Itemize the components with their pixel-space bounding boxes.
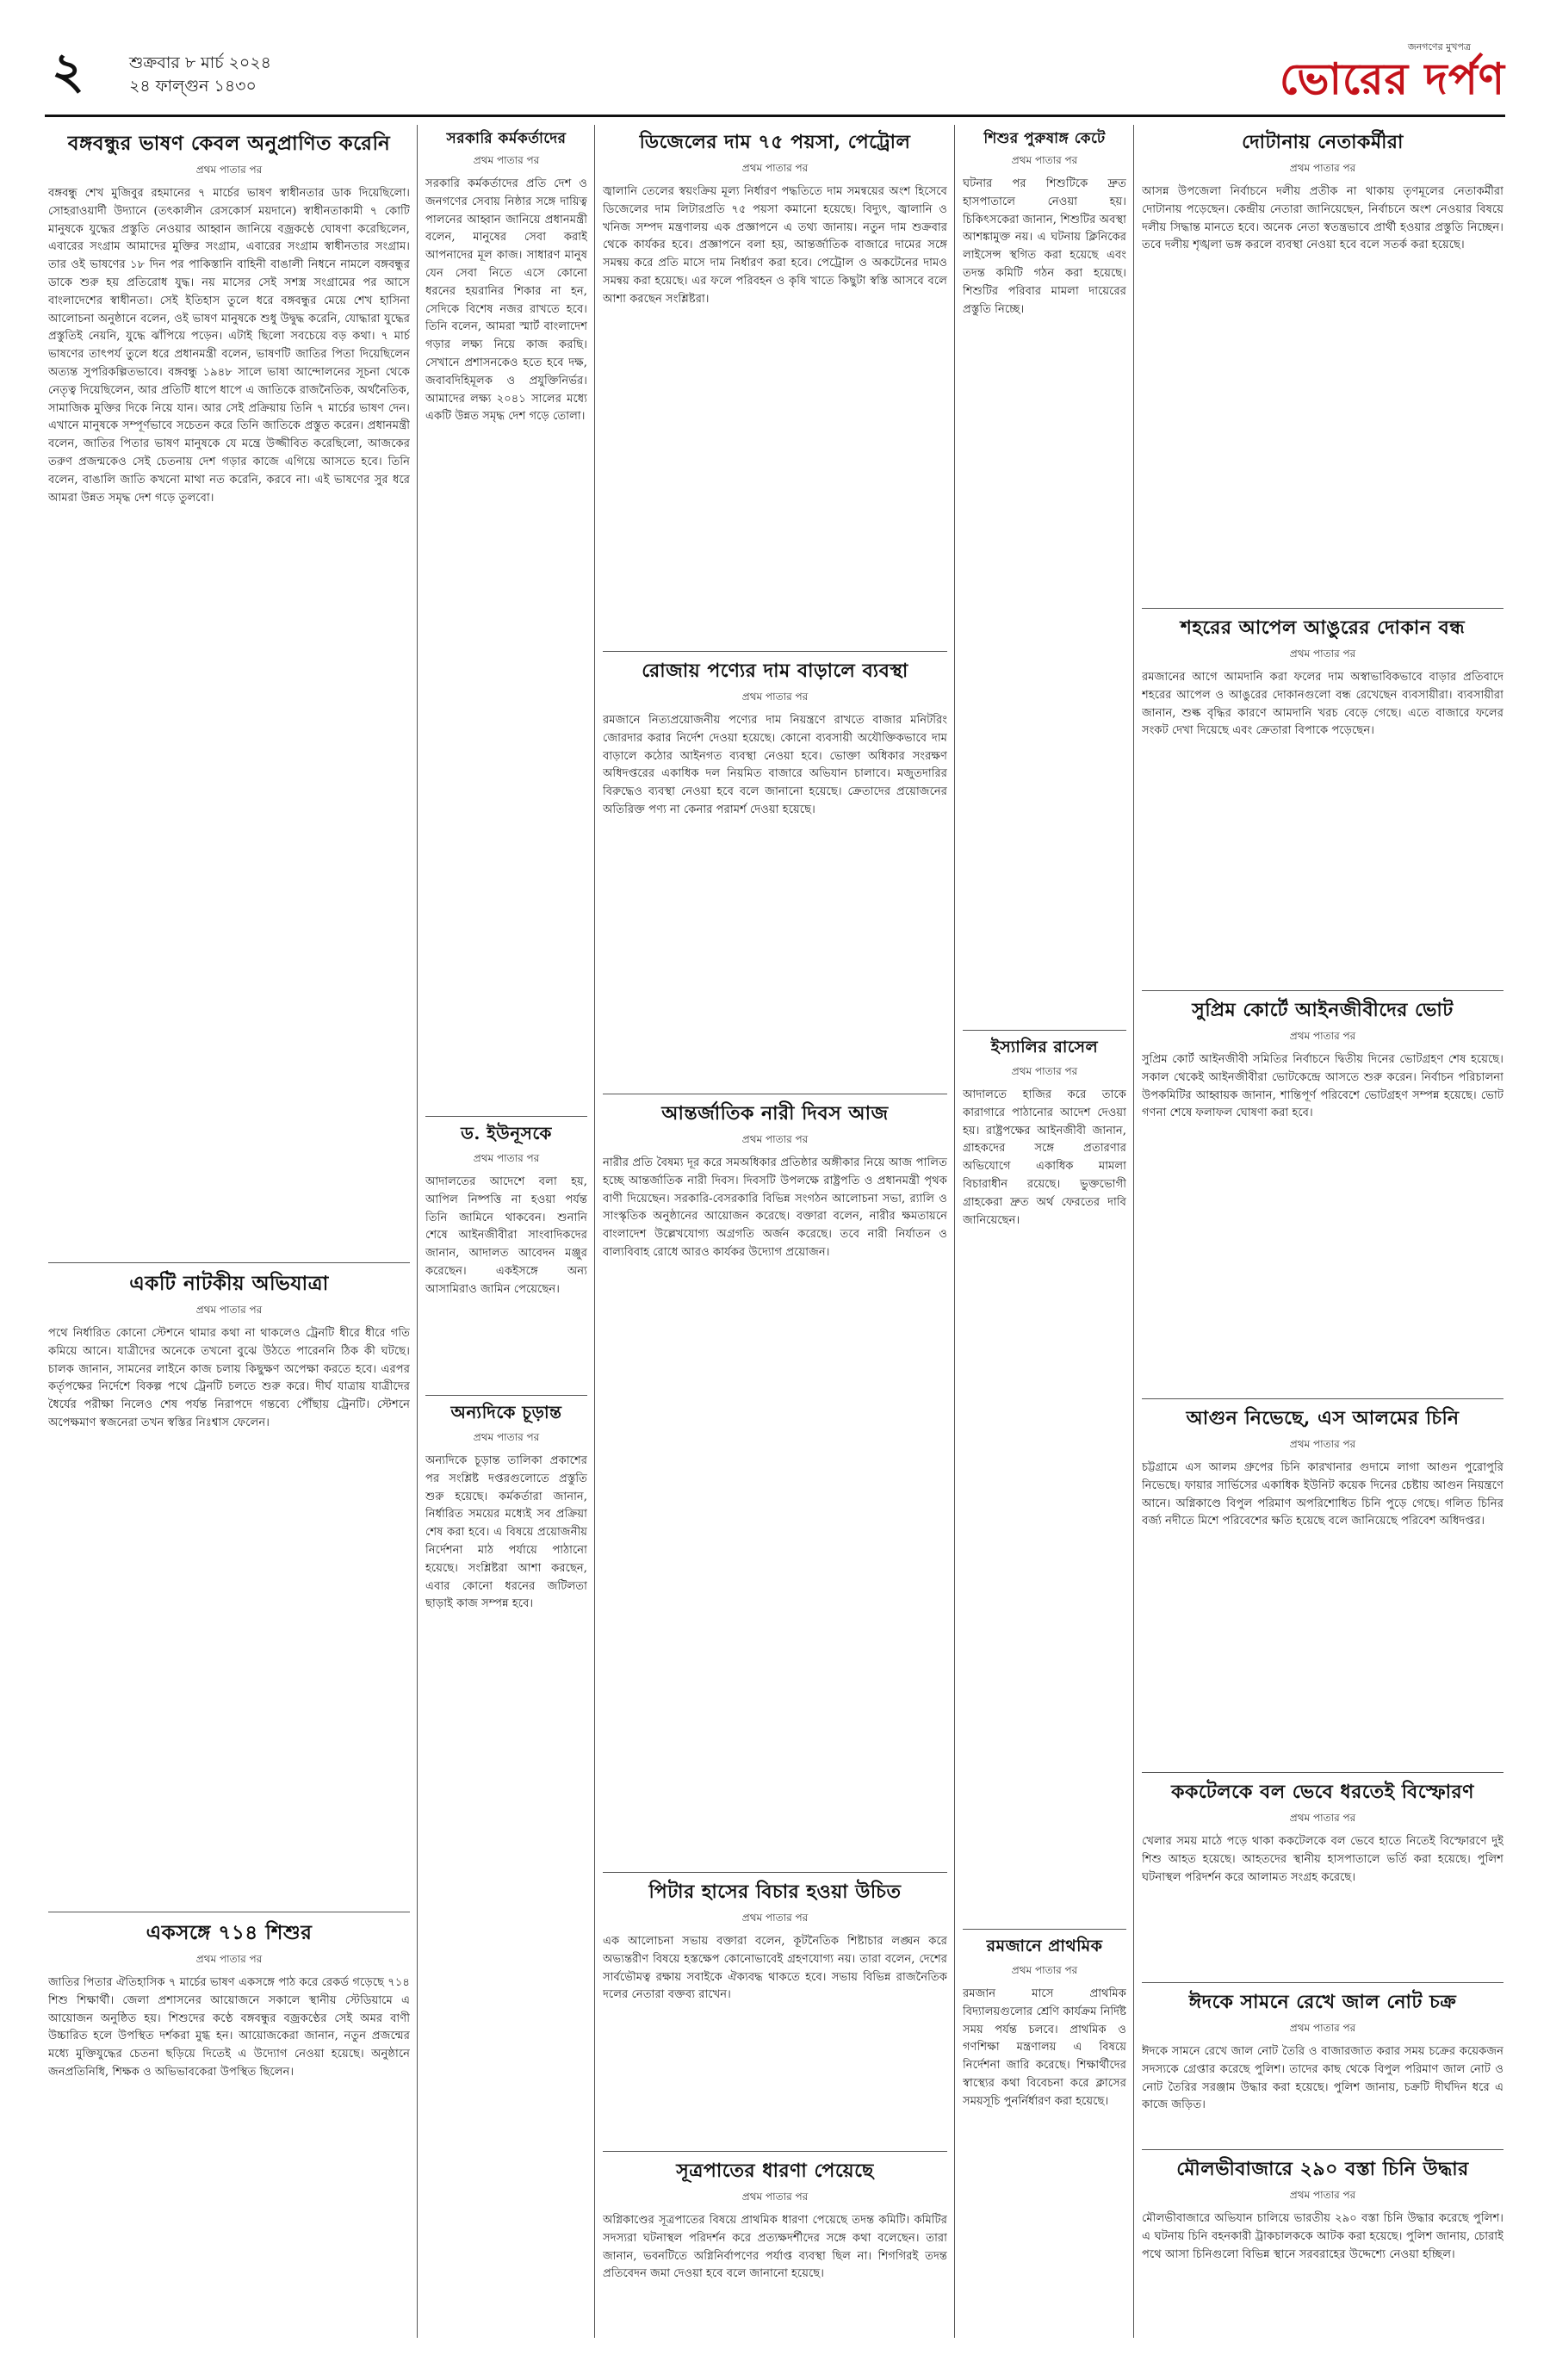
article-body: রমজানে নিত্যপ্রয়োজনীয় পণ্যের দাম নিয়ন্ত্রণে রাখতে বাজার মনিটরিং জোরদার করার নির্দেশ দেওয়া হয়েছে। কোনো ব্যবসায়ী অযৌক্তিকভাবে দাম বাড়ালে কঠোর আইনগত ব্যবস্থা নেওয়া হবে। ভোক্তা অধিকার সংরক্ষণ অধিদপ্তরের একাধিক দল নিয়মিত বাজারে অভিযান চালাবে। মজুতদারির বিরুদ্ধেও ব্যবস্থা নেওয়া হবে বলে জানানো হয়েছে। ক্রেতাদের প্রয়োজনের অতিরিক্ত পণ্য না কেনার পরামর্শ দেওয়া হয়েছে। (603, 714, 947, 816)
article-body: আদালতের আদেশে বলা হয়, আপিল নিষ্পত্তি না হওয়া পর্যন্ত তিনি জামিনে থাকবেন। শুনানি শেষে আইনজীবীরা সাংবাদিকদের জানান, আদালত আবেদন মঞ্জুর করেছেন। একইসঙ্গে অন্য আসামিরাও জামিন পেয়েছেন। (425, 1175, 587, 1296)
article-antorjatik[interactable] (603, 1099, 947, 1865)
byline: প্রথম পাতার পর (1289, 1812, 1356, 1824)
byline: প্রথম পাতার পর (1011, 1065, 1078, 1077)
headline: ডিজেলের দাম ৭৫ পয়সা, পেট্রোল (639, 131, 911, 153)
column-divider (954, 125, 955, 2338)
article-sarkari[interactable] (425, 127, 587, 1109)
article-divider (963, 1929, 1126, 1930)
article-divider (603, 1872, 947, 1873)
date-bengali: ২৪ ফাল্গুন ১৪৩০ (129, 77, 257, 96)
byline: প্রথম পাতার পর (1011, 1964, 1078, 1976)
article-divider (1142, 1772, 1504, 1773)
article-pitar[interactable] (603, 1877, 947, 2144)
article-eid[interactable] (1142, 1987, 1504, 2142)
date-gregorian: শুক্রবার ৮ মার্চ ২০২৪ (129, 53, 271, 72)
article-moulvi[interactable] (1142, 2154, 1504, 2339)
byline: প্রথম পাতার পর (741, 1133, 809, 1145)
column-divider (1133, 125, 1134, 2338)
article-divider (1142, 608, 1504, 609)
article-body: ঈদকে সামনে রেখে জাল নোট তৈরি ও বাজারজাত করার সময় চক্রের কয়েকজন সদস্যকে গ্রেপ্তার করেছে পুলিশ। তাদের কাছ থেকে বিপুল পরিমাণ জাল নোট ও নোট তৈরির সরঞ্জাম উদ্ধার করা হয়েছে। পুলিশ জানায়, চক্রটি দীর্ঘদিন ধরে এ কাজে জড়িত। (1142, 2045, 1504, 2112)
byline: প্রথম পাতার পর (741, 2191, 809, 2203)
article-shohore[interactable] (1142, 613, 1504, 983)
byline: প্রথম পাতার পর (195, 1304, 263, 1316)
article-anyodike[interactable] (425, 1400, 587, 2339)
brand-logo[interactable] (1280, 40, 1505, 102)
article-body: চট্টগ্রামে এস আলম গ্রুপের চিনি কারখানার গুদামে লাগা আগুন পুরোপুরি নিভেছে। ফায়ার সার্ভিসের একাধিক ইউনিট কয়েক দিনের চেষ্টায় আগুন নিয়ন্ত্রণে আনে। অগ্নিকাণ্ডে বিপুল পরিমাণ অপরিশোধিত চিনি পুড়ে গেছে। গলিত চিনির বর্জ্য নদীতে মিশে পরিবেশের ক্ষতি হয়েছে বলে জানিয়েছে পরিবেশ অধিদপ্তর। (1142, 1461, 1504, 1528)
byline: প্রথম পাতার পর (1289, 2189, 1356, 2201)
headline: অন্যদিকে চূড়ান্ত (450, 1402, 562, 1422)
article-divider (425, 1395, 587, 1396)
byline: প্রথম পাতার পর (1289, 1030, 1356, 1042)
article-supreme[interactable] (1142, 995, 1504, 1391)
headline: সুপ্রিম কোর্টে আইনজীবীদের ভোট (1192, 999, 1454, 1021)
article-divider (603, 651, 947, 652)
headline: মৌলভীবাজারে ২৯০ বস্তা চিনি উদ্ধার (1176, 2158, 1469, 2180)
byline: প্রথম পাতার পর (195, 1953, 263, 1965)
article-ekosonge[interactable] (48, 1917, 410, 2339)
byline: প্রথম পাতার পর (1289, 162, 1356, 174)
article-dotanay[interactable] (1142, 127, 1504, 601)
article-body: অগ্নিকাণ্ডের সূত্রপাতের বিষয়ে প্রাথমিক ধারণা পেয়েছে তদন্ত কমিটি। কমিটির সদস্যরা ঘটনাস্থল পরিদর্শন করে প্রত্যক্ষদর্শীদের সঙ্গে কথা বলেছেন। তারা জানান, ভবনটিতে অগ্নিনির্বাপণের পর্যাপ্ত ব্যবস্থা ছিল না। শিগগিরই তদন্ত প্রতিবেদন জমা দেওয়া হবে বলে জানানো হয়েছে। (603, 2214, 947, 2281)
article-bangabandhu[interactable] (48, 127, 410, 1255)
article-divider (1142, 1982, 1504, 1983)
byline: প্রথম পাতার পর (1289, 1438, 1356, 1450)
article-body: এক আলোচনা সভায় বক্তারা বলেন, কূটনৈতিক শিষ্টাচার লঙ্ঘন করে অভ্যন্তরীণ বিষয়ে হস্তক্ষেপ কোনোভাবেই গ্রহণযোগ্য নয়। তারা বলেন, দেশের সার্বভৌমত্ব রক্ষায় সবাইকে ঐক্যবদ্ধ থাকতে হবে। সভায় বিভিন্ন রাজনৈতিক দলের নেতারা বক্তব্য রাখেন। (603, 1935, 947, 2002)
headline: সূত্রপাতের ধারণা পেয়েছে (676, 2160, 874, 2182)
article-israil[interactable] (963, 1035, 1126, 1922)
article-body: খেলার সময় মাঠে পড়ে থাকা ককটেলকে বল ভেবে হাতে নিতেই বিস্ফোরণে দুই শিশু আহত হয়েছে। আহতদের স্থানীয় হাসপাতালে ভর্তি করা হয়েছে। পুলিশ ঘটনাস্থল পরিদর্শন করে আলামত সংগ্রহ করেছে। (1142, 1835, 1504, 1884)
article-divider (48, 1262, 410, 1263)
headline: বঙ্গবন্ধুর ভাষণ কেবল অনুপ্রাণিত করেনি (67, 132, 391, 155)
article-agun[interactable] (1142, 1404, 1504, 1765)
page-number: ২ (52, 41, 84, 100)
byline: প্রথম পাতার পর (195, 164, 263, 176)
headline: একসঙ্গে ৭১৪ শিশুর (146, 1921, 313, 1944)
headline: ককটেলকে বল ভেবে ধরতেই বিস্ফোরণ (1171, 1781, 1474, 1803)
article-natok[interactable] (48, 1267, 410, 1905)
article-divider (425, 1116, 587, 1117)
headline: পিটার হাসের বিচার হওয়া উচিত (648, 1881, 902, 1903)
headline: সরকারি কর্মকর্তাদের (446, 130, 567, 147)
article-body: বঙ্গবন্ধু শেখ মুজিবুর রহমানের ৭ মার্চের ভাষণ স্বাধীনতার ডাক দিয়েছিলো। সোহরাওয়ার্দী উদ্যানে (তৎকালীন রেসকোর্স ময়দানে) স্বাধীনতাকামী ৭ কোটি মানুষকে যুদ্ধের প্রস্তুতি নেওয়ার আহ্বান জানিয়ে বজ্রকণ্ঠে ঘোষণা করেছিলেন, এবারের সংগ্রাম আমাদের মুক্তির সংগ্রাম, এবারের সংগ্রাম স্বাধীনতার সংগ্রাম। তার ওই ভাষণের ১৮ দিন পর পাকিস্তানি বাহিনী বাঙালী নিধনে নামলে বঙ্গবন্ধুর ডাকে শুরু হয় প্রতিরোধ যুদ্ধ। নয় মাসের সেই সশস্ত্র সংগ্রামের পর আসে বাংলাদেশের স্বাধীনতা। সেই ইতিহাস তুলে ধরে বঙ্গবন্ধুর মেয়ে শেখ হাসিনা আলোচনা অনুষ্ঠানে বলেন, ওই ভাষণ মানুষকে শুধু উদ্বুদ্ধ করেনি, যোদ্ধারা যুদ্ধের প্রস্তুতিই নেয়নি, যুদ্ধে ঝাঁপিয়ে পড়েন। এটাই ছিলো সবচেয়ে বড় কথা। ৭ মার্চ ভাষণের তাৎপর্য তুলে ধরে প্রধানমন্ত্রী বলেন, ভাষণটি জাতির পিতা দিয়েছিলেন অত্যন্ত সুপরিকল্পিতভাবে। বঙ্গবন্ধু ১৯৪৮ সালে ভাষা আন্দোলনের সূচনা থেকে নেতৃত্ব দিয়েছিলেন, আর প্রতিটি ধাপে ধাপে এ জাতিকে রাজনৈতিক, অর্থনৈতিক, সামাজিক মুক্তির দিকে নিয়ে যান। আর সেই প্রক্রিয়ায় তিনি ৭ মার্চের ভাষণ দেন। এখানে মানুষকে সম্পূর্ণভাবে সচেতন করে তিনি জাতিকে প্রস্তুত করেন। প্রধানমন্ত্রী বলেন, জাতির পিতার ভাষণ মানুষকে যে মন্ত্রে উজ্জীবিত করেছিলো, আজকের তরুণ প্রজন্মকেও সেই চেতনায় দেশ গড়ার কাজে এগিয়ে আসতে হবে। তিনি বলেন, বাঙালি জাতি কখনো মাথা নত করেনি, করবে না। এই ভাষণের সুর ধরে আমরা উন্নত সমৃদ্ধ দেশ গড়ে তুলবো। (48, 187, 410, 505)
article-divider (963, 1030, 1126, 1031)
byline: প্রথম পাতার পর (1011, 154, 1078, 166)
article-divider (603, 2151, 947, 2152)
byline: প্রথম পাতার পর (473, 1431, 540, 1443)
article-body: জাতির পিতার ঐতিহাসিক ৭ মার্চের ভাষণ একসঙ্গে পাঠ করে রেকর্ড গড়েছে ৭১৪ শিশু শিক্ষার্থী। জেলা প্রশাসনের আয়োজনে সকালে স্থানীয় স্টেডিয়ামে এ আয়োজন অনুষ্ঠিত হয়। শিশুদের কণ্ঠে বঙ্গবন্ধুর বজ্রকণ্ঠের সেই অমর বাণী উচ্চারিত হলে উপস্থিত দর্শকরা মুগ্ধ হন। আয়োজকেরা জানান, নতুন প্রজন্মের মধ্যে মুক্তিযুদ্ধের চেতনা ছড়িয়ে দিতেই এ উদ্যোগ নেওয়া হয়েছে। অনুষ্ঠানে জনপ্রতিনিধি, শিক্ষক ও অভিভাবকেরা উপস্থিত ছিলেন। (48, 1976, 410, 2079)
brand-tagline: জনগণের মুখপত্র (1407, 41, 1471, 53)
brand-name: ভোরের দর্পণ (1280, 53, 1505, 104)
headline: শিশুর পুরুষাঙ্গ কেটে (983, 130, 1106, 147)
headline: ইস্যালির রাসেল (990, 1038, 1099, 1057)
headline: আন্তর্জাতিক নারী দিবস আজ (661, 1102, 889, 1125)
masthead-divider (45, 115, 1505, 117)
article-body: রমজানের আগে আমদানি করা ফলের দাম অস্বাভাবিকভাবে বাড়ার প্রতিবাদে শহরের আপেল ও আঙুরের দোকানগুলো বন্ধ রেখেছেন ব্যবসায়ীরা। ব্যবসায়ীরা জানান, শুল্ক বৃদ্ধির কারণে আমদানি খরচ বেড়ে গেছে। এতে বাজারে ফলের সংকট দেখা দিয়েছে এবং ক্রেতারা বিপাকে পড়েছেন। (1142, 671, 1504, 738)
article-body: জ্বালানি তেলের স্বয়ংক্রিয় মূল্য নির্ধারণ পদ্ধতিতে দাম সমন্বয়ের অংশ হিসেবে ডিজেলের দাম লিটারপ্রতি ৭৫ পয়সা কমানো হয়েছে। বিদ্যুৎ, জ্বালানি ও খনিজ সম্পদ মন্ত্রণালয় এক প্রজ্ঞাপনে এ তথ্য জানায়। নতুন দাম শুক্রবার থেকে কার্যকর হবে। প্রজ্ঞাপনে বলা হয়, আন্তর্জাতিক বাজারে দামের সঙ্গে সমন্বয় করে প্রতি মাসে দাম নির্ধারণ করা হবে। পেট্রোল ও অকটেনের দামও সমন্বয় করা হয়েছে। এর ফলে পরিবহন ও কৃষি খাতে কিছুটা স্বস্তি আসবে বলে আশা করছেন সংশ্লিষ্টরা। (603, 185, 947, 306)
article-body: অন্যদিকে চূড়ান্ত তালিকা প্রকাশের পর সংশ্লিষ্ট দপ্তরগুলোতে প্রস্তুতি শুরু হয়েছে। কর্মকর্তারা জানান, নির্ধারিত সময়ের মধ্যেই সব প্রক্রিয়া শেষ করা হবে। এ বিষয়ে প্রয়োজনীয় নির্দেশনা মাঠ পর্যায়ে পাঠানো হয়েছে। সংশ্লিষ্টরা আশা করছেন, এবার কোনো ধরনের জটিলতা ছাড়াই কাজ সম্পন্ন হবে। (425, 1454, 587, 1611)
article-rojay[interactable] (603, 656, 947, 1087)
headline: শহরের আপেল আঙুরের দোকান বন্ধ (1180, 617, 1466, 639)
article-ramzan[interactable] (963, 1934, 1126, 2339)
headline: দোটানায় নেতাকর্মীরা (1242, 131, 1404, 153)
article-sutrapat[interactable] (603, 2156, 947, 2339)
byline: প্রথম পাতার পর (741, 1912, 809, 1924)
article-body: আদালতে হাজির করে তাকে কারাগারে পাঠানোর আদেশ দেওয়া হয়। রাষ্ট্রপক্ষের আইনজীবী জানান, গ্রাহকদের সঙ্গে প্রতারণার অভিযোগে একাধিক মামলা বিচারাধীন রয়েছে। ভুক্তভোগী গ্রাহকেরা দ্রুত অর্থ ফেরতের দাবি জানিয়েছেন। (963, 1088, 1126, 1227)
article-body: সুপ্রিম কোর্ট আইনজীবী সমিতির নির্বাচনে দ্বিতীয় দিনের ভোটগ্রহণ শেষ হয়েছে। সকাল থেকেই আইনজীবীরা ভোটকেন্দ্রে আসতে শুরু করেন। নির্বাচন পরিচালনা উপকমিটির আহ্বায়ক জানান, শান্তিপূর্ণ পরিবেশে ভোটগ্রহণ সম্পন্ন হয়েছে। ভোট গণনা শেষে ফলাফল ঘোষণা করা হবে। (1142, 1053, 1504, 1120)
article-kokteil[interactable] (1142, 1777, 1504, 1975)
byline: প্রথম পাতার পর (741, 162, 809, 174)
article-divider (1142, 2149, 1504, 2150)
article-body: রমজান মাসে প্রাথমিক বিদ্যালয়গুলোর শ্রেণি কার্যক্রম নির্দিষ্ট সময় পর্যন্ত চলবে। প্রাথমিক ও গণশিক্ষা মন্ত্রণালয় এ বিষয়ে নির্দেশনা জারি করেছে। শিক্ষার্থীদের স্বাস্থ্যের কথা বিবেচনা করে ক্লাসের সময়সূচি পুনর্নির্ধারণ করা হয়েছে। (963, 1987, 1126, 2108)
headline: একটি নাটকীয় অভিযাত্রা (129, 1272, 329, 1295)
article-shishur[interactable] (963, 127, 1126, 1023)
headline: আগুন নিভেছে, এস আলমের চিনি (1186, 1407, 1460, 1429)
byline: প্রথম পাতার পর (1289, 2022, 1356, 2034)
byline: প্রথম পাতার পর (473, 1152, 540, 1164)
article-body: নারীর প্রতি বৈষম্য দূর করে সমঅধিকার প্রতিষ্ঠার অঙ্গীকার নিয়ে আজ পালিত হচ্ছে আন্তর্জাতিক নারী দিবস। দিবসটি উপলক্ষে রাষ্ট্রপতি ও প্রধানমন্ত্রী পৃথক বাণী দিয়েছেন। সরকারি-বেসরকারি বিভিন্ন সংগঠন আলোচনা সভা, র‌্যালি ও সাংস্কৃতিক অনুষ্ঠানের আয়োজন করেছে। বক্তারা বলেন, নারীর ক্ষমতায়নে বাংলাদেশ উল্লেখযোগ্য অগ্রগতি অর্জন করেছে। তবে নারী নির্যাতন ও বাল্যবিবাহ রোধে আরও কার্যকর উদ্যোগ প্রয়োজন। (603, 1156, 947, 1259)
byline: প্রথম পাতার পর (473, 154, 540, 166)
byline: প্রথম পাতার পর (741, 691, 809, 703)
headline: ঈদকে সামনে রেখে জাল নোট চক্র (1188, 1991, 1457, 2013)
article-diesel[interactable] (603, 127, 947, 644)
article-body: সরকারি কর্মকর্তাদের প্রতি দেশ ও জনগণের সেবায় নিষ্ঠার সঙ্গে দায়িত্ব পালনের আহ্বান জানিয়ে প্রধানমন্ত্রী বলেন, মানুষের সেবা করাই আপনাদের মূল কাজ। সাধারণ মানুষ যেন সেবা নিতে এসে কোনো ধরনের হয়রানির শিকার না হন, সেদিকে বিশেষ নজর রাখতে হবে। তিনি বলেন, আমরা স্মার্ট বাংলাদেশ গড়ার লক্ষ্য নিয়ে কাজ করছি। সেখানে প্রশাসনকেও হতে হবে দক্ষ, জবাবদিহিমূলক ও প্রযুক্তিনির্ভর। আমাদের লক্ষ্য ২০৪১ সালের মধ্যে একটি উন্নত সমৃদ্ধ দেশ গড়ে তোলা। (425, 177, 587, 424)
article-divider (1142, 990, 1504, 991)
headline: রমজানে প্রাথমিক (986, 1937, 1103, 1955)
byline: প্রথম পাতার পর (1289, 648, 1356, 660)
dateline (129, 52, 271, 98)
column-divider (417, 125, 418, 2338)
article-divider (1142, 1398, 1504, 1399)
article-body: ঘটনার পর শিশুটিকে দ্রুত হাসপাতালে নেওয়া হয়। চিকিৎসকেরা জানান, শিশুটির অবস্থা আশঙ্কামুক্ত নয়। এ ঘটনায় ক্লিনিকের লাইসেন্স স্থগিত করা হয়েছে এবং তদন্ত কমিটি গঠন করা হয়েছে। শিশুটির পরিবার মামলা দায়েরের প্রস্তুতি নিচ্ছে। (963, 177, 1126, 316)
headline: ড. ইউনূসকে (461, 1123, 552, 1144)
article-body: পথে নির্ধারিত কোনো স্টেশনে থামার কথা না থাকলেও ট্রেনটি ধীরে ধীরে গতি কমিয়ে আনে। যাত্রীদের অনেকে তখনো বুঝে উঠতে পারেননি ঠিক কী ঘটছে। চালক জানান, সামনের লাইনে কাজ চলায় কিছুক্ষণ অপেক্ষা করতে হবে। এরপর কর্তৃপক্ষের নির্দেশে বিকল্প পথে ট্রেনটি চলতে শুরু করে। দীর্ঘ যাত্রায় যাত্রীদের ধৈর্যের পরীক্ষা নিলেও শেষ পর্যন্ত নিরাপদে গন্তব্যে পৌঁছায় ট্রেনটি। স্টেশনে অপেক্ষমাণ স্বজনেরা তখন স্বস্তির নিঃশ্বাস ফেলেন। (48, 1327, 410, 1429)
column-divider (594, 125, 595, 2338)
article-body: মৌলভীবাজারে অভিযান চালিয়ে ভারতীয় ২৯০ বস্তা চিনি উদ্ধার করেছে পুলিশ। এ ঘটনায় চিনি বহনকারী ট্রাকচালককে আটক করা হয়েছে। পুলিশ জানায়, চোরাই পথে আসা চিনিগুলো বিভিন্ন স্থানে সরবরাহের উদ্দেশ্যে নেওয়া হচ্ছিল। (1142, 2212, 1504, 2261)
masthead (45, 43, 1505, 107)
article-yunus[interactable] (425, 1121, 587, 1388)
article-body: আসন্ন উপজেলা নির্বাচনে দলীয় প্রতীক না থাকায় তৃণমূলের নেতাকর্মীরা দোটানায় পড়েছেন। কেন্দ্রীয় নেতারা জানিয়েছেন, নির্বাচনে অংশ নেওয়ার বিষয়ে দলীয় সিদ্ধান্ত মানতে হবে। অনেক নেতা স্বতন্ত্রভাবে প্রার্থী হওয়ার প্রস্তুতি নিচ্ছেন। তবে দলীয় শৃঙ্খলা ভঙ্গ করলে ব্যবস্থা নেওয়া হবে বলে সতর্ক করা হয়েছে। (1142, 185, 1504, 252)
headline: রোজায় পণ্যের দাম বাড়ালে ব্যবস্থা (642, 660, 908, 682)
